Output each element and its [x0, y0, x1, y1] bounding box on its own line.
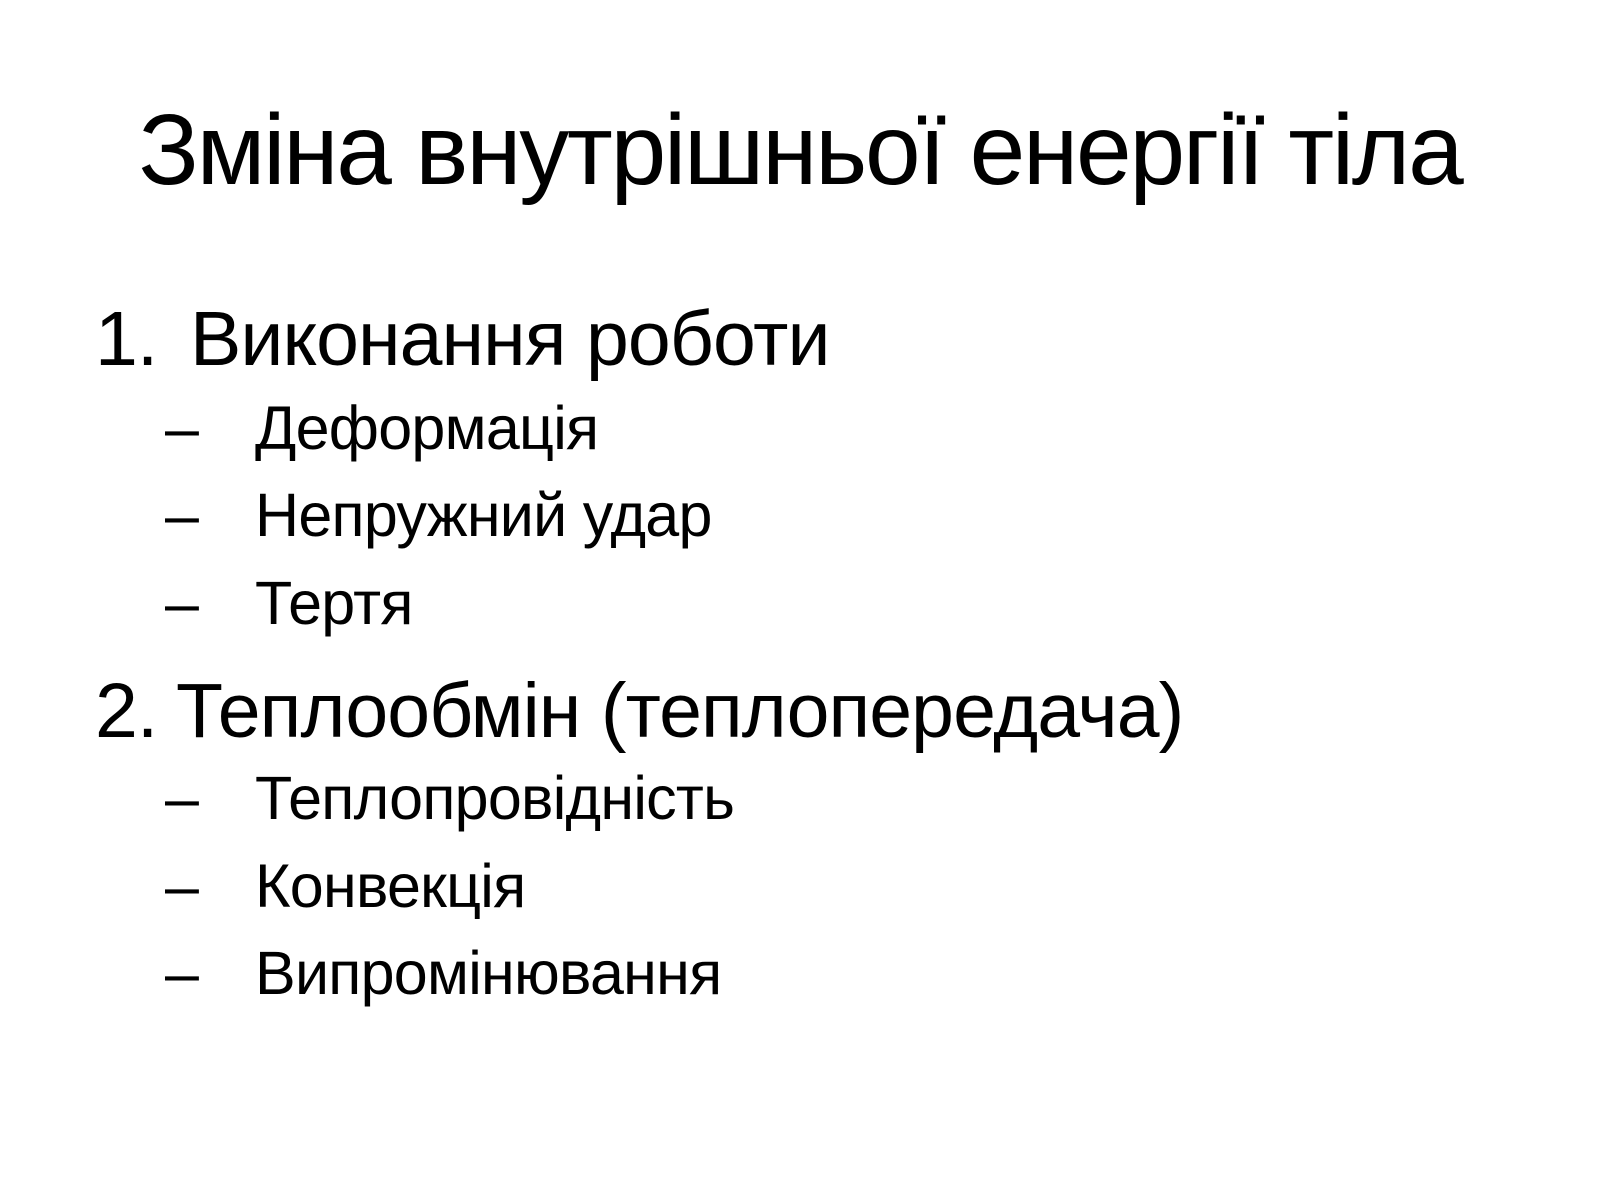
- sub-item-1c: [165, 569, 413, 637]
- dash-bullet: –: [165, 569, 199, 637]
- dash-bullet: –: [165, 852, 199, 920]
- sub-item-2a: [165, 764, 735, 832]
- list-item-label: Виконання роботи: [190, 296, 830, 382]
- sub-item-label: Тертя: [255, 569, 413, 637]
- dash-bullet: –: [165, 481, 199, 549]
- sub-item-1a: [165, 394, 599, 462]
- dash-bullet: –: [165, 394, 199, 462]
- list-item-2: [95, 668, 1184, 754]
- sub-item-2c: [165, 939, 722, 1007]
- slide-title: Зміна внутрішньої енергії тіла: [138, 94, 1462, 206]
- sub-item-label: Непружний удар: [255, 481, 712, 549]
- sub-item-label: Деформація: [255, 394, 599, 462]
- dash-bullet: –: [165, 764, 199, 832]
- list-item-label: Теплообмін (теплопередача): [176, 668, 1184, 754]
- sub-item-1b: [165, 481, 712, 549]
- list-item-number: 1.: [95, 296, 158, 382]
- sub-item-label: Конвекція: [255, 852, 526, 920]
- list-item-number: 2.: [95, 668, 158, 754]
- dash-bullet: –: [165, 939, 199, 1007]
- sub-item-label: Теплопровідність: [255, 764, 735, 832]
- sub-item-label: Випромінювання: [255, 939, 722, 1007]
- sub-item-2b: [165, 852, 526, 920]
- list-item-1: [95, 296, 830, 382]
